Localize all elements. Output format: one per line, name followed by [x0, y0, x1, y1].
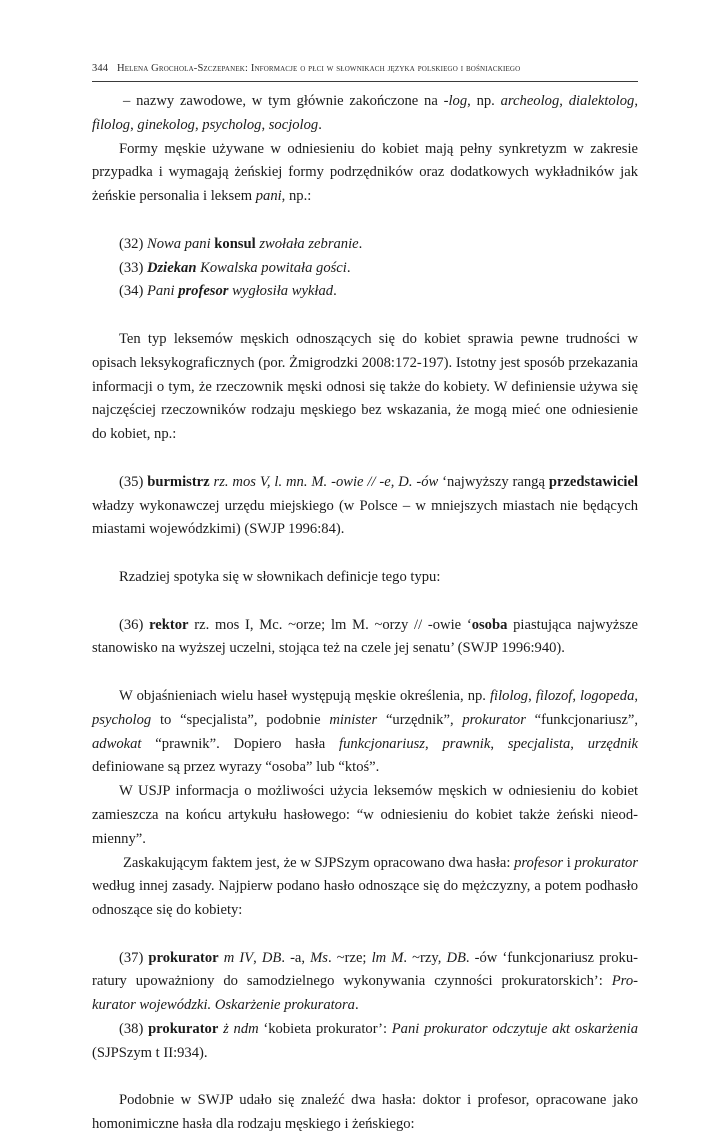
text-run: (33)	[119, 259, 147, 276]
emphasis-text: adwokat	[92, 735, 142, 752]
emphasis-text: minister	[329, 711, 378, 728]
emphasis-text: rz. mos V, l. mn. M. -owie // -e, D. -ów	[209, 473, 439, 490]
spacer	[92, 304, 638, 328]
text-run: , np.:	[281, 188, 312, 205]
text-run: ,	[634, 687, 639, 704]
text-run: Ten typ leksemów męskich odnoszących się do kobiet sprawia pewne trudności w opisach leksykograficznych (por. Żmigrodzki 2008:172-197). Istotny jest sposób przekazania informacji o tym, że rzeczownik męski odnosi się także do kobiety. W definiensie używa się najczęściej rzeczowników rodzaju męskiego bez wskazania, że mogą mieć one odniesienie do kobiet, np.:	[92, 330, 638, 443]
text-run: (35)	[119, 473, 148, 490]
emphasis-text: Kowalska powitała gości	[196, 259, 347, 276]
text-run: i	[563, 854, 575, 871]
emphasis-text: logopeda	[580, 687, 635, 704]
emphasis-text: osoba	[471, 616, 508, 633]
example-35	[92, 471, 638, 542]
text-run: (34)	[119, 283, 147, 300]
emphasis-text: lm M	[371, 949, 404, 966]
text-run: , np.	[467, 93, 501, 109]
emphasis-text: przedstawiciel	[548, 473, 639, 490]
text-run: ,	[634, 93, 639, 109]
paragraph	[92, 328, 638, 447]
text-run: .	[358, 235, 363, 252]
text-run: “urzędnik”,	[377, 711, 463, 728]
text-run: ,	[490, 735, 508, 752]
text-run: według innej zasady. Najpierw podano hasło odnoszące się do mężczyzny, a potem podhasło odnoszące się do kobiety:	[92, 878, 638, 919]
spacer	[92, 542, 638, 566]
text-run: ,	[253, 949, 262, 966]
text-run: ‘najwyższy rangą	[438, 473, 549, 490]
emphasis-text: m IV	[223, 949, 254, 966]
emphasis-text: Ms	[310, 949, 328, 966]
example-38	[92, 1018, 638, 1066]
paragraph	[92, 780, 638, 851]
spacer	[92, 447, 638, 471]
example-37	[92, 947, 638, 1018]
text-run: – nazwy zawodowe, w tym głównie zakończone na	[123, 93, 444, 109]
text-run: ,	[194, 116, 203, 133]
emphasis-text: socjolog	[268, 116, 319, 133]
emphasis-text: -log	[443, 93, 468, 109]
text-run: władzy wykonawczej urzędu miejskiego (w Polsce – w mniejszych miastach nie będących miastami wojewódzkimi) (SWJP 1996:84).	[92, 497, 638, 538]
text-run: W objaśnieniach wielu haseł występują męskie określenia, np.	[119, 687, 490, 704]
emphasis-text: dialektolog	[568, 93, 635, 109]
text-run: rz. mos I, Mc. ~orze; lm M. ~orzy // -owie ‘	[188, 616, 472, 633]
emphasis-text: Pani	[146, 283, 179, 300]
text-run: ,	[570, 735, 588, 752]
text-run: .	[333, 283, 337, 300]
text-run: (37)	[119, 949, 149, 966]
spacer	[92, 1066, 638, 1090]
text-run: Zaskakującym faktem jest, że w SJPSzym opracowano dwa hasła:	[123, 854, 515, 871]
running-title: Helena Grochola-Szczepanek: Informacje o płci w słownikach języka polskiego i bośniackiego	[116, 63, 521, 74]
text-run: . ~rzy,	[403, 949, 447, 966]
text-run: (SJPSzym t II:934).	[92, 1044, 208, 1061]
paragraph	[92, 1089, 638, 1137]
emphasis-text: burmistrz	[147, 473, 210, 490]
emphasis-text: archeolog	[500, 93, 560, 109]
text-run: ‘kobieta prokurator’:	[258, 1021, 392, 1038]
emphasis-text: funkcjonariusz	[339, 735, 425, 752]
emphasis-text: prawnik	[442, 735, 491, 752]
text-run: .	[346, 259, 351, 276]
text-run: ,	[261, 116, 269, 133]
text-run: W USJP informacja o możliwości użycia leksemów męskich w odniesieniu do kobiet zamieszcza na końcu artykułu hasłowego: “w odniesieniu do kobiet także żeński nieodmienny”.	[92, 783, 638, 847]
paragraph	[92, 566, 638, 590]
text-run: . -a,	[281, 949, 311, 966]
emphasis-text: psycholog	[202, 116, 262, 133]
emphasis-text: specjalista	[507, 735, 571, 752]
emphasis-text: filozof	[535, 687, 573, 704]
example-33	[92, 257, 638, 281]
emphasis-text: Dziekan	[146, 259, 197, 276]
text-run: .	[354, 997, 359, 1014]
text-run: ,	[528, 687, 536, 704]
emphasis-text: prokurator	[148, 1021, 219, 1038]
page-number: 344	[92, 63, 109, 74]
text-run: Formy męskie używane w odniesieniu do kobiet mają pełny synkretyzm w zakresie przypadka i wymagają żeńskiej formy podrzędników oraz dodatkowych wykładników jak żeńskie personalia i leksem	[92, 140, 638, 205]
text-run: . -ów ‘funkcjonariusz prokuratury upoważniony do samodzielnego wykonywania czynności prokuratorskich’:	[92, 949, 638, 990]
example-36	[92, 614, 638, 662]
text-run: ,	[425, 735, 443, 752]
emphasis-text: konsul	[214, 235, 256, 252]
text-run: definiowane są przez wyrazy “osoba” lub “ktoś”.	[92, 759, 380, 776]
emphasis-text: filolog	[92, 116, 131, 133]
spacer	[92, 590, 638, 614]
emphasis-text: Nowa pani	[146, 235, 215, 252]
emphasis-text: ż ndm	[223, 1021, 259, 1038]
spacer	[92, 923, 638, 947]
emphasis-text: prokurator	[462, 711, 526, 728]
emphasis-text: zwołała zebranie	[255, 235, 359, 252]
paragraph	[92, 685, 638, 780]
emphasis-text: DB	[261, 949, 282, 966]
emphasis-text: rektor	[149, 616, 189, 633]
paragraph	[92, 138, 638, 209]
text-run: piastująca najwyższe stanowisko na wyższej uczelni, stojąca też na czele jej senatu’ (SWJP 1996:940).	[92, 616, 638, 657]
emphasis-text: psycholog	[92, 711, 152, 728]
paragraph	[92, 852, 638, 923]
emphasis-text: profesor	[178, 283, 229, 300]
text-run: (38)	[119, 1021, 149, 1038]
text-run: (32)	[119, 235, 147, 252]
emphasis-text: urzędnik	[587, 735, 638, 752]
spacer	[92, 661, 638, 685]
text-run: .	[318, 116, 322, 133]
text-run: “prawnik”. Dopiero hasła	[141, 735, 340, 752]
example-32	[92, 233, 638, 257]
emphasis-text: filolog	[490, 687, 529, 704]
text-run: “funkcjonariusz”,	[525, 711, 638, 728]
emphasis-text: Prokurator wojewódzki. Oskarżenie prokuratora	[92, 973, 638, 1014]
emphasis-text: prokurator	[148, 949, 219, 966]
text-run: Podobnie w SWJP udało się znaleźć dwa hasła: doktor i profesor, opracowane jako homonimiczne hasła dla rodzaju męskiego i żeńskiego:	[92, 1092, 638, 1133]
emphasis-text: prokurator	[574, 854, 638, 871]
running-header	[92, 63, 638, 74]
text-run: Rzadziej spotyka się w słownikach definicje tego typu:	[119, 568, 441, 585]
main-text	[92, 90, 638, 1137]
emphasis-text: profesor	[514, 854, 564, 871]
header-rule	[92, 81, 638, 82]
paragraph	[92, 90, 638, 138]
emphasis-text: DB	[446, 949, 466, 966]
emphasis-text: ginekolog	[137, 116, 195, 133]
emphasis-text: wygłosiła wykład	[228, 283, 334, 300]
text-run: (36)	[119, 616, 150, 633]
text-run: ,	[572, 687, 581, 704]
emphasis-text: Pani prokurator odczytuje akt oskarżenia	[391, 1021, 638, 1038]
text-run: . ~rze;	[327, 949, 372, 966]
emphasis-text: pani	[255, 188, 282, 205]
text-run: ,	[559, 93, 569, 109]
example-34	[92, 280, 638, 304]
spacer	[92, 209, 638, 233]
text-run: to “specjalista”, podobnie	[151, 711, 330, 728]
text-run: ,	[130, 116, 138, 133]
